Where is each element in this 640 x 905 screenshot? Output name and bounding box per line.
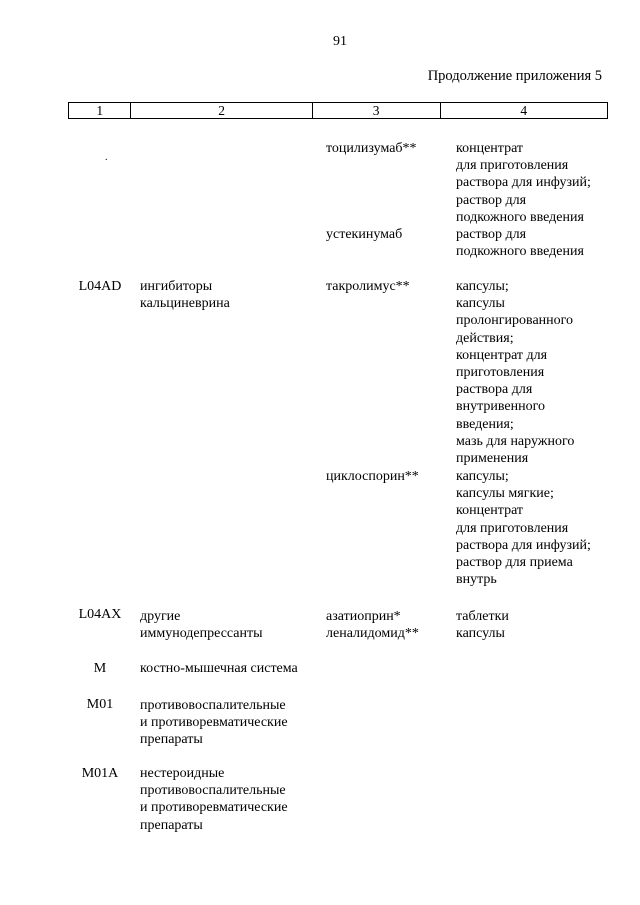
column-header-row xyxy=(68,102,608,119)
atc-code: M01A xyxy=(81,766,119,781)
description-line: препараты xyxy=(140,817,203,833)
atc-code: L04AD xyxy=(78,279,122,294)
description-line: ингибиторы xyxy=(140,279,213,294)
drug-name: леналидомид** xyxy=(326,626,419,642)
dosage-form-line: раствор для приема xyxy=(456,555,573,571)
dosage-form-line: подкожного введения xyxy=(456,244,584,260)
dosage-form-line: применения xyxy=(456,451,529,467)
description-line: костно-мышечная система xyxy=(140,661,298,676)
description-line: и противоревматические xyxy=(140,800,288,816)
dosage-form-line: концентрат для xyxy=(456,347,548,363)
column-header-2: 2 xyxy=(131,103,312,119)
dosage-form-line: для приготовления xyxy=(456,520,569,536)
drug-name: такролимус** xyxy=(326,279,410,294)
group-description xyxy=(140,608,325,642)
description-line: кальциневрина xyxy=(140,296,230,312)
group-description xyxy=(140,278,325,312)
dosage-form-line: внутрь xyxy=(456,572,497,588)
dosage-form-line: пролонгированного xyxy=(456,313,574,329)
description-line: противовоспалительные xyxy=(140,698,286,713)
dosage-form-line: концентрат xyxy=(456,141,524,156)
stray-mark: . xyxy=(105,152,108,163)
dosage-form-line: капсулы xyxy=(456,626,505,642)
atc-code: M01 xyxy=(86,697,114,712)
dosage-form-line: мазь для наружного xyxy=(456,433,575,449)
dosage-forms xyxy=(456,140,636,226)
dosage-form-line: раствора для инфузий; xyxy=(456,537,591,553)
dosage-forms xyxy=(456,226,636,260)
drug-name: циклоспорин** xyxy=(326,469,419,484)
dosage-forms xyxy=(456,278,636,467)
dosage-form-line: раствор для xyxy=(456,192,527,208)
description-line: нестероидные xyxy=(140,766,225,781)
dosage-form-line: капсулы; xyxy=(456,279,509,294)
atc-code: L04AX xyxy=(78,607,122,622)
drug-name: тоцилизумаб** xyxy=(326,141,417,156)
dosage-form-line: введения; xyxy=(456,416,514,432)
column-header-4: 4 xyxy=(440,103,607,119)
dosage-form-line: таблетки xyxy=(456,609,509,624)
dosage-form-line: внутривенного xyxy=(456,399,546,415)
dosage-form-line: для приготовления xyxy=(456,158,569,174)
dosage-forms xyxy=(456,608,636,642)
dosage-form-line: капсулы; xyxy=(456,469,509,484)
dosage-form-line: концентрат xyxy=(456,503,524,519)
atc-code: M xyxy=(93,661,107,676)
column-header-1: 1 xyxy=(69,103,131,119)
drug-name: устекинумаб xyxy=(326,227,403,242)
dosage-form-line: раствор для xyxy=(456,227,527,242)
dosage-form-line: раствора для инфузий; xyxy=(456,175,591,191)
continuation-caption: Продолжение приложения 5 xyxy=(427,68,602,84)
group-description xyxy=(140,660,325,677)
dosage-form-line: действия; xyxy=(456,330,514,346)
drug-name: азатиоприн* xyxy=(326,609,401,624)
dosage-forms xyxy=(456,468,636,588)
dosage-form-line: приготовления xyxy=(456,365,545,381)
group-description xyxy=(140,765,325,834)
description-line: противовоспалительные xyxy=(140,783,286,799)
description-line: и противоревматические xyxy=(140,715,288,731)
page-number: 91 xyxy=(333,34,347,49)
group-description xyxy=(140,697,325,749)
dosage-form-line: подкожного введения xyxy=(456,209,584,225)
dosage-form-line: капсулы xyxy=(456,296,505,312)
description-line: другие xyxy=(140,609,181,624)
description-line: препараты xyxy=(140,732,203,748)
drug-list xyxy=(326,608,454,642)
dosage-form-line: капсулы мягкие; xyxy=(456,486,554,502)
dosage-form-line: раствора для xyxy=(456,382,533,398)
description-line: иммунодепрессанты xyxy=(140,626,263,642)
column-header-3: 3 xyxy=(312,103,440,119)
